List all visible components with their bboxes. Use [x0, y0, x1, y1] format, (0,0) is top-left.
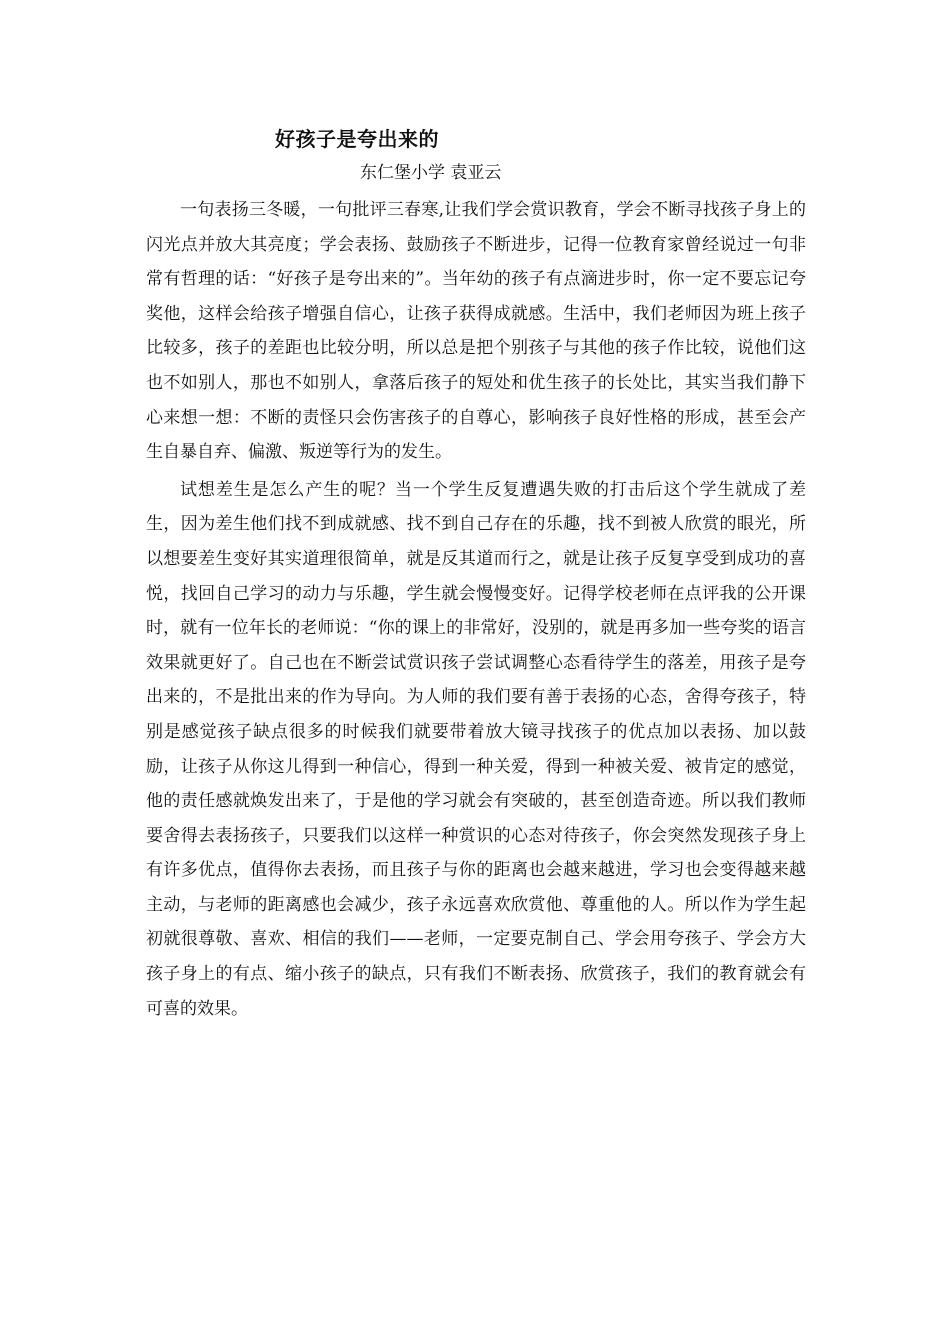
body-paragraph-2: 试想差生是怎么产生的呢？当一个学生反复遭遇失败的打击后这个学生就成了差生，因为差生他们找不到成就感、找不到自己存在的乐趣，找不到被人欣赏的眼光，所以想要差生变好其实道理很简单，就是反其道而行之，就是让孩子反复享受到成功的喜悦，找回自己学习的动力与乐趣，学生就会慢慢变好。记得学校老师在点评我的公开课时，就有一位年长的老师说：“你的课上的非常好，没别的，就是再多加一些夸奖的语言效果就更好了。自己也在不断尝试赏识孩子尝试调整心态看待学生的落差，用孩子是夸出来的，不是批出来的作为导向。为人师的我们要有善于表扬的心态，舍得夸孩子，特别是感觉孩子缺点很多的时候我们就要带着放大镜寻找孩子的优点加以表扬、加以鼓励，让孩子从你这儿得到一种信心，得到一种关爱，得到一种被关爱、被肯定的感觉，他的责任感就焕发出来了，于是他的学习就会有突破的，甚至创造奇迹。所以我们教师要舍得去表扬孩子，只要我们以这样一种赏识的心态对待孩子，你会突然发现孩子身上有许多优点，值得你去表扬，而且孩子与你的距离也会越来越进，学习也会变得越来越主动，与老师的距离感也会减少，孩子永远喜欢欣赏他、尊重他的人。所以作为学生起初就很尊敬、喜欢、相信的我们——老师，一定要克制自己、学会用夸孩子、学会方大孩子身上的有点、缩小孩子的缺点，只有我们不断表扬、欣赏孩子，我们的教育就会有可喜的效果。 — [146, 479, 806, 1019]
body-paragraph-1: 一句表扬三冬暖，一句批评三春寒,让我们学会赏识教育，学会不断寻找孩子身上的闪光点并放大其亮度；学会表扬、鼓励孩子不断进步，记得一位教育家曾经说过一句非常有哲理的话：“好孩子是夸出来的”。当年幼的孩子有点滴进步时，你一定不要忘记夸奖他，这样会给孩子增强自信心，让孩子获得成就感。生活中，我们老师因为班上孩子比较多，孩子的差距也比较分明，所以总是把个别孩子与其他的孩子作比较，说他们这也不如别人，那也不如别人，拿落后孩子的短处和优生孩子的长处比，其实当我们静下心来想一想：不断的责怪只会伤害孩子的自尊心，影响孩子良好性格的形成，甚至会产生自暴自弃、偏激、叛逆等行为的发生。 — [146, 200, 806, 463]
article-body — [146, 193, 806, 1026]
author-byline: 东仁堡小学 袁亚云 — [360, 163, 502, 183]
article-title: 好孩子是夸出来的 — [275, 127, 439, 151]
